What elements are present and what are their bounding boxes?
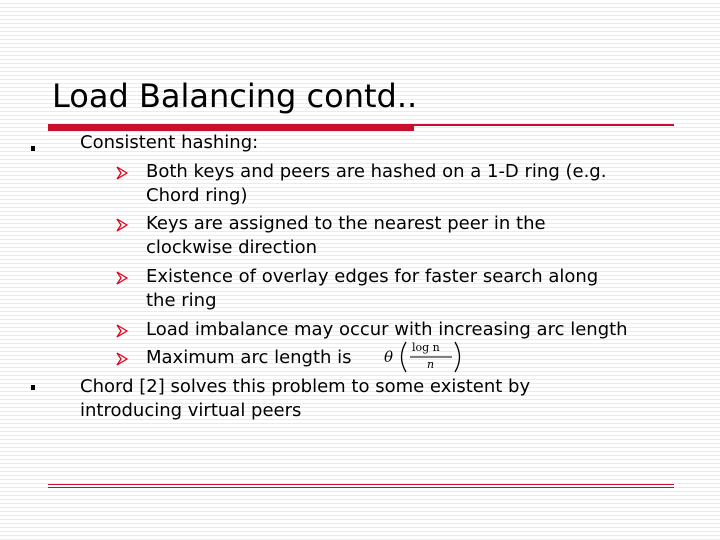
arrowhead-bullet-icon: [116, 352, 128, 366]
bullet-consistent-hashing: Consistent hashing:: [80, 132, 259, 153]
square-bullet-icon: [31, 385, 35, 390]
subitem-line-cont: Chord ring): [146, 185, 248, 206]
title-underline-thin: [414, 124, 674, 126]
subitem-line-cont: the ring: [146, 290, 217, 311]
slide-title: Load Balancing contd..: [52, 77, 418, 115]
formula-denominator: n: [427, 358, 435, 371]
square-bullet-icon: [31, 146, 35, 151]
arc-length-formula: [382, 340, 464, 374]
arrowhead-bullet-icon: [116, 166, 128, 180]
arrowhead-bullet-icon: [116, 271, 128, 285]
footer-rule: [48, 484, 674, 485]
subitem-line: Load imbalance may occur with increasing arc length: [146, 319, 628, 340]
arrowhead-bullet-icon: [116, 218, 128, 232]
subitem-line: Both keys and peers are hashed on a 1-D ring (e.g.: [146, 161, 607, 182]
arrowhead-bullet-icon: [116, 324, 128, 338]
bullet-chord-solution-cont: introducing virtual peers: [80, 400, 302, 421]
formula-symbol: θ: [384, 348, 394, 366]
footer-rule: [48, 487, 674, 488]
title-underline-accent: [48, 124, 414, 131]
formula-numerator: log n: [412, 341, 440, 354]
subitem-line: Existence of overlay edges for faster search along: [146, 266, 599, 287]
subitem-line: Maximum arc length is: [146, 347, 352, 368]
bullet-chord-solution: Chord [2] solves this problem to some existent by: [80, 376, 531, 397]
subitem-line: Keys are assigned to the nearest peer in the: [146, 213, 546, 234]
subitem-line-cont: clockwise direction: [146, 237, 318, 258]
